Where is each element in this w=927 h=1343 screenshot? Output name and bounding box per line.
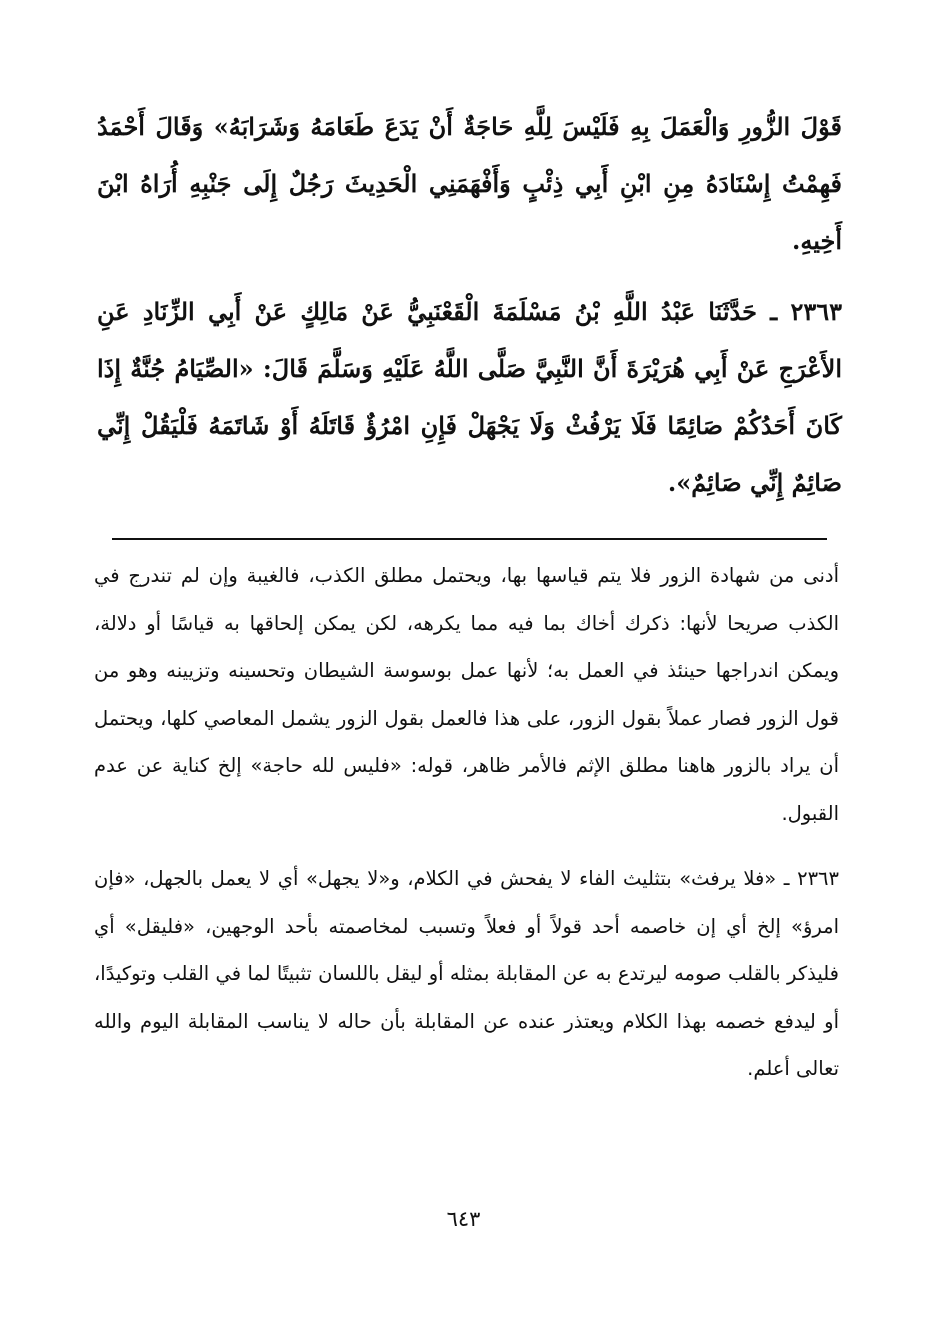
commentary-paragraph: أدنى من شهادة الزور فلا يتم قياسها بها، ويحتمل مطلق الكذب، فالغيبة وإن لم تندرج في الكذب صريحا لأنها: ذكرك أخاك بما فيه مما يكرهه، لكن يمكن إلحاقها به قياسًا أو دلالة، ويمكن اندراجها حينئذ في العمل به؛ لأنها عمل بوسوسة الشيطان وتحسينه وتزيينه وهو من قول الزور فصار عملاً بقول الزور، على هذا فالعمل بقول الزور يشمل المعاصي كلها، ويحتمل أن يراد بالزور هاهنا مطلق الإثم فالأمر ظاهر، قوله: «فليس لله حاجة» إلخ كناية عن عدم القبول. <box>94 564 839 825</box>
hadith-paragraph: قَوْلَ الزُّورِ وَالْعَمَلَ بِهِ فَلَيْسَ لِلَّهِ حَاجَةٌ أَنْ يَدَعَ طَعَامَهُ وَشَرَابَهُ» وَقَالَ أَحْمَدُ فَهِمْتُ إِسْنَادَهُ مِنِ ابْنِ أَبِي ذِئْبٍ وَأَفْهَمَنِي الْحَدِيثَ رَجُلٌ إِلَى جَنْبِهِ أُرَاهُ ابْنَ أَخِيهِ. <box>97 112 842 255</box>
commentary-paragraph: ٢٣٦٣ ـ «فلا يرفث» بتثليث الفاء لا يفحش في الكلام، و«لا يجهل» أي لا يعمل بالجهل، «فإن امرؤ» إلخ أي إن خاصمه أحد قولاً أو فعلاً وتسبب لمخاصمته بأحد الوجهين، «فليقل» أي فليذكر بالقلب صومه ليرتدع به عن المقابلة بمثله أو ليقل باللسان تثبيتًا لما في القلب وتوكيدًا، أو ليدفع خصمه بهذا الكلام ويعتذر عنده عن المقابلة بأن حاله لا يناسب المقابلة اليوم والله تعالى أعلم. <box>94 867 839 1080</box>
commentary-block-continuation <box>94 552 839 837</box>
hadith-text-continuation <box>97 98 842 269</box>
footnote-divider <box>112 538 827 540</box>
hadith-paragraph: ٢٣٦٣ ـ حَدَّثَنَا عَبْدُ اللَّهِ بْنُ مَسْلَمَةَ الْقَعْنَبِيُّ عَنْ مَالِكٍ عَنْ أَبِي الزِّنَادِ عَنِ الأَعْرَجِ عَنْ أَبِي هُرَيْرَةَ أَنَّ النَّبِيَّ صَلَّى اللَّهُ عَلَيْهِ وَسَلَّمَ قَالَ: «الصِّيَامُ جُنَّةٌ إِذَا كَانَ أَحَدُكُمْ صَائِمًا فَلَا يَرْفُثْ وَلَا يَجْهَلْ فَإِنِ امْرُؤٌ قَاتَلَهُ أَوْ شَاتَمَهُ فَلْيَقُلْ إِنِّي صَائِمٌ إِنِّي صَائِمٌ». <box>97 297 843 497</box>
commentary-block-2363 <box>94 855 839 1093</box>
hadith-2363 <box>97 283 842 511</box>
page-number: ٦٤٣ <box>446 1207 481 1231</box>
